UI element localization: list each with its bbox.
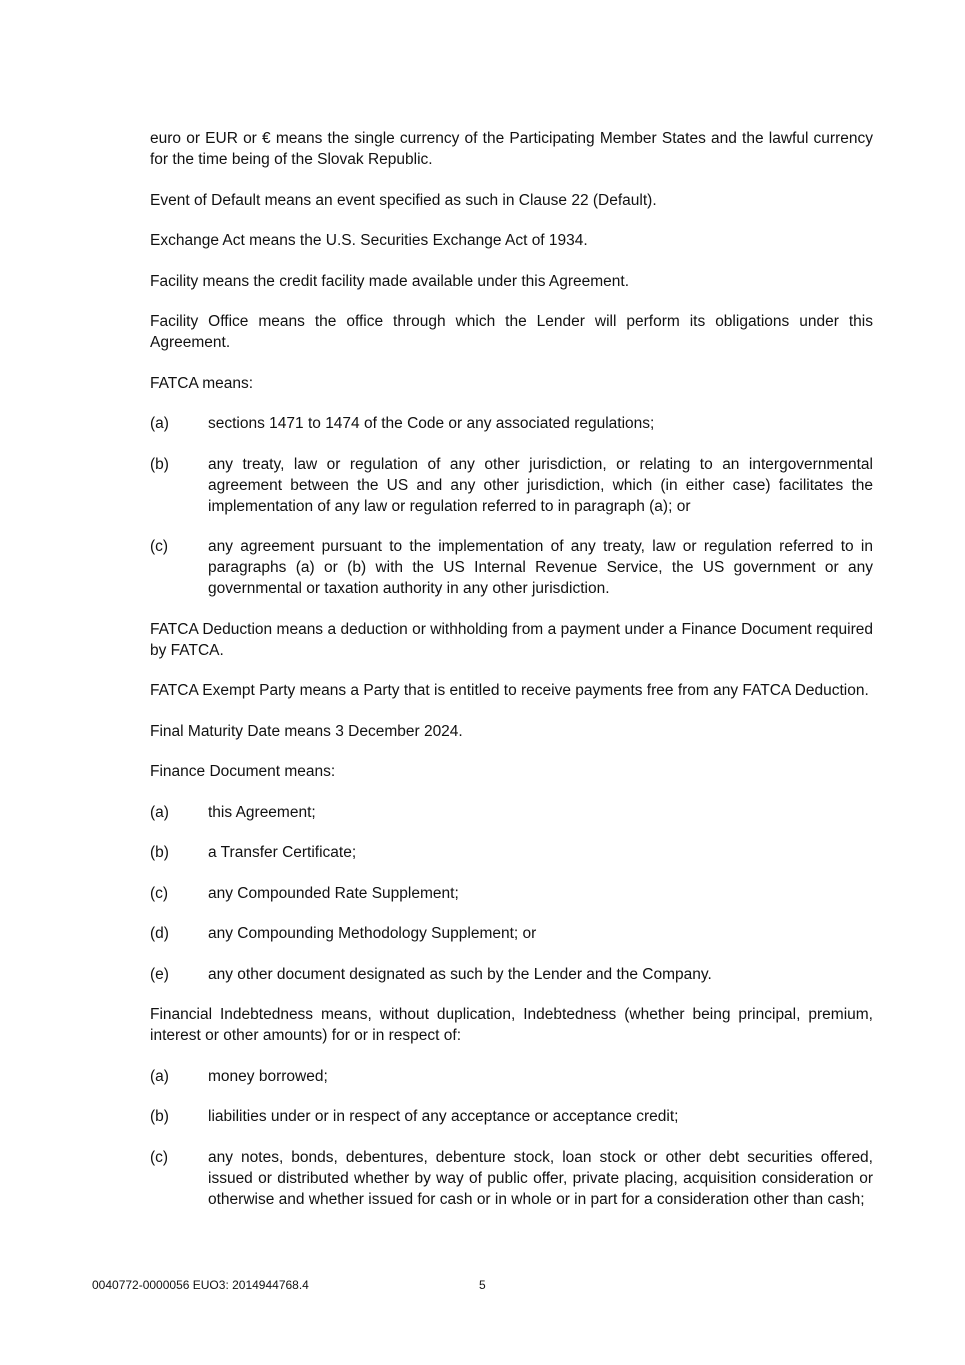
list-label: (d) xyxy=(150,925,169,942)
list-label: (b) xyxy=(150,1108,169,1125)
definition-text: means a Party that is entitled to receive payments free from any FATCA Deduction. xyxy=(295,682,869,699)
list-label: (b) xyxy=(150,844,169,861)
list-item xyxy=(150,536,873,599)
definition-facility xyxy=(150,271,873,292)
definition-text: means: xyxy=(197,374,254,392)
list-label: (c) xyxy=(150,538,169,555)
list-label: (e) xyxy=(150,965,169,983)
list-label: (a) xyxy=(150,1067,169,1085)
definition-euro xyxy=(150,128,873,170)
list-text: any agreement pursuant to the implementation of any treaty, law or regulation referred to in paragraphs (a) or (b) with the US Internal Revenue Service, the US government or any governmental or taxation authority in any other jurisdiction. xyxy=(208,538,873,597)
defined-term: FATCA xyxy=(150,374,198,392)
list-text: liabilities under or in respect of any acceptance or acceptance credit; xyxy=(208,1108,679,1125)
list-text: sections 1471 to 1474 of the Code or any associated regulations; xyxy=(208,415,655,432)
defined-term: Financial Indebtedness xyxy=(150,1006,314,1023)
defined-term: Event of Default xyxy=(150,191,261,209)
definition-event-of-default xyxy=(150,190,873,211)
definition-fatca xyxy=(150,373,873,394)
definition-fatca-deduction xyxy=(150,619,873,661)
list-item xyxy=(150,454,873,517)
page-number: 5 xyxy=(479,1278,486,1292)
definition-text: means the U.S. Securities Exchange Act of 1934. xyxy=(244,232,588,249)
list-label: (b) xyxy=(150,455,169,473)
defined-term: Finance Document xyxy=(150,763,281,780)
definition-text: means 3 December 2024. xyxy=(280,722,463,740)
defined-term: Facility xyxy=(150,272,199,290)
list-item xyxy=(150,964,873,985)
list-text: money borrowed; xyxy=(208,1067,328,1085)
list-text: any notes, bonds, debentures, debenture stock, loan stock or other debt securities offered, issued or distributed whether by way of public offer, private placing, acquisition consideration or otherwise and whether issued for cash or in whole or in part for a consideration other than cash; xyxy=(208,1148,873,1208)
document-page xyxy=(150,128,873,1229)
list-text: any other document designated as such by the Lender and the Company. xyxy=(208,965,712,983)
list-text: any Compounding Methodology Supplement; or xyxy=(208,925,537,942)
list-item xyxy=(150,413,873,434)
list-item xyxy=(150,842,873,863)
list-text: a Transfer Certificate; xyxy=(208,844,357,861)
definition-text: means a deduction or withholding from a payment under a Finance Document required by FATCA. xyxy=(150,620,873,659)
list-item xyxy=(150,883,873,904)
document-reference: 0040772-0000056 EUO3: 2014944768.4 xyxy=(92,1278,309,1292)
definition-final-maturity-date xyxy=(150,721,873,742)
definition-fatca-exempt-party xyxy=(150,680,873,701)
definition-text: means, without duplication, Indebtedness (whether being principal, premium, interest or other amounts) for or in respect of: xyxy=(150,1006,873,1044)
list-item xyxy=(150,1066,873,1087)
definition-text: means the credit facility made available under this Agreement. xyxy=(198,272,630,290)
list-item xyxy=(150,1106,873,1127)
list-item xyxy=(150,923,873,944)
definition-text: means the office through which the Lender will perform its obligations under this Agreement. xyxy=(150,313,873,351)
defined-term: FATCA Exempt Party xyxy=(150,682,296,699)
defined-term: Final Maturity Date xyxy=(150,722,281,740)
definition-exchange-act xyxy=(150,230,873,251)
list-label: (a) xyxy=(150,803,169,821)
definition-facility-office xyxy=(150,311,873,353)
list-text: any Compounded Rate Supplement; xyxy=(208,884,459,902)
list-text: any treaty, law or regulation of any other jurisdiction, or relating to an intergovernmental agreement between the US and any other jurisdiction, which (in either case) facilitates the implementation of any law or regulation referred to in paragraph (a); or xyxy=(208,455,873,515)
definition-text: means the single currency of the Participating Member States and the lawful currency for the time being of the Slovak Republic. xyxy=(150,130,873,168)
definition-text: means: xyxy=(280,763,336,780)
definition-finance-document xyxy=(150,761,873,782)
list-text: this Agreement; xyxy=(208,803,316,821)
list-label: (a) xyxy=(150,415,169,432)
defined-term: Exchange Act xyxy=(150,232,245,249)
list-item xyxy=(150,1147,873,1210)
list-label: (c) xyxy=(150,1148,169,1166)
definition-financial-indebtedness xyxy=(150,1004,873,1046)
list-label: (c) xyxy=(150,884,169,902)
defined-term: Facility Office xyxy=(150,313,249,330)
defined-term: euro or EUR or € xyxy=(150,130,271,147)
defined-term: FATCA Deduction xyxy=(150,620,273,638)
definition-text: means an event specified as such in Clause 22 (Default). xyxy=(260,191,657,209)
list-item xyxy=(150,802,873,823)
